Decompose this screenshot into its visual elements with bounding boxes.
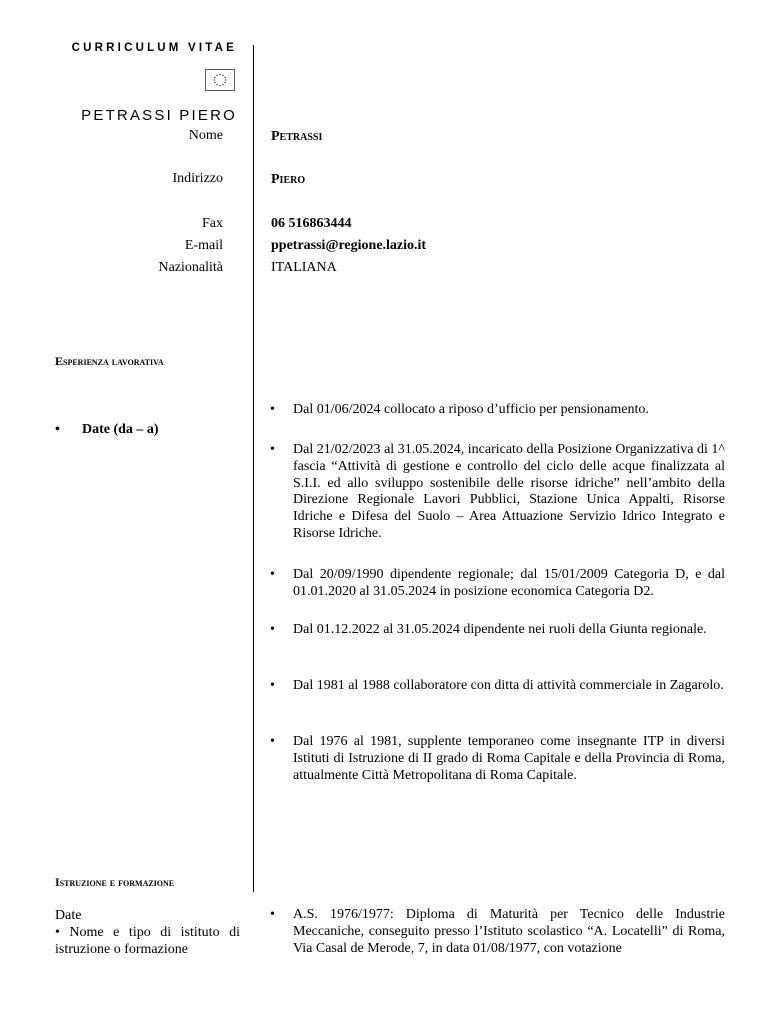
education-item-text: A.S. 1976/1977: Diploma di Maturità per Tecnico delle Industrie Meccaniche, conseguito presso l’Istituto scolastico “A. Locatelli” di Roma, Via Casal de Merode, 7, in data 01/08/1977, con votazione	[293, 907, 725, 956]
experience-item	[270, 678, 725, 695]
bullet-icon: •	[270, 567, 275, 582]
experience-item-text: Dal 21/02/2023 al 31.05.2024, incaricato della Posizione Organizzativa di 1^ fascia “Attività di gestione e controllo del ciclo delle acque finalizzata al S.I.I. ed allo sviluppo sostenibile delle risorse idriche” nell’ambito della Direzione Regionale Lavori Pubblici, Stazione Unica Appalti, Risorse Idriche e Difesa del Suolo – Area Attuazione Servizio Idrico Integrato e Risorse Idriche.	[293, 442, 725, 541]
bullet-icon: •	[270, 402, 275, 417]
bullet-icon: •	[55, 422, 60, 437]
eu-flag-icon	[205, 69, 235, 91]
nome-label: Nome	[188, 128, 223, 143]
person-heading: PETRASSI PIERO	[81, 107, 237, 124]
istruzione-date-label: Date	[55, 908, 82, 923]
nome-value: Petrassi	[271, 129, 323, 144]
email-label: E-mail	[184, 238, 223, 253]
date-range-label-text: Date (da – a)	[82, 422, 159, 437]
column-divider	[253, 45, 254, 892]
indirizzo-value: Piero	[271, 172, 306, 187]
experience-item-text: Dal 20/09/1990 dipendente regionale; dal 15/01/2009 Categoria D, e dal 01.01.2020 al 31.05.2024 in posizione economica Categoria D2.	[293, 567, 725, 599]
education-item	[270, 907, 725, 957]
bullet-icon: •	[270, 678, 275, 693]
istruzione-tipo-label: • Nome e tipo di istituto di istruzione o formazione	[55, 925, 240, 957]
nazionalita-value: ITALIANA	[271, 260, 337, 275]
bullet-icon: •	[270, 442, 275, 457]
experience-item	[270, 734, 725, 784]
fax-value: 06 516863444	[271, 216, 352, 231]
bullet-icon: •	[270, 907, 275, 922]
bullet-icon: •	[270, 622, 275, 637]
experience-item-text: Dal 1976 al 1981, supplente temporaneo come insegnante ITP in diversi Istituti di Istruzione di II grado di Roma Capitale e della Provincia di Roma, attualmente Città Metropolitana di Roma Capitale.	[293, 734, 725, 783]
experience-item-text: Dal 1981 al 1988 collaboratore con ditta di attività commerciale in Zagarolo.	[293, 678, 724, 693]
experience-item	[270, 622, 725, 639]
indirizzo-label: Indirizzo	[172, 171, 223, 186]
experience-item	[270, 402, 725, 419]
date-range-label	[55, 422, 159, 438]
email-value: ppetrassi@regione.lazio.it	[271, 238, 427, 253]
bullet-icon: •	[270, 734, 275, 749]
experience-item	[270, 567, 725, 601]
nazionalita-label: Nazionalità	[158, 260, 223, 275]
cv-title: CURRICULUM VITAE	[71, 42, 237, 54]
experience-item-text: Dal 01.12.2022 al 31.05.2024 dipendente nei ruoli della Giunta regionale.	[293, 622, 707, 637]
fax-label: Fax	[202, 216, 223, 231]
experience-item	[270, 442, 725, 543]
experience-item-text: Dal 01/06/2024 collocato a riposo d’ufficio per pensionamento.	[293, 402, 649, 417]
section-title-istruzione: Istruzione e formazione	[55, 875, 175, 889]
section-title-esperienza: Esperienza lavorativa	[55, 354, 164, 368]
